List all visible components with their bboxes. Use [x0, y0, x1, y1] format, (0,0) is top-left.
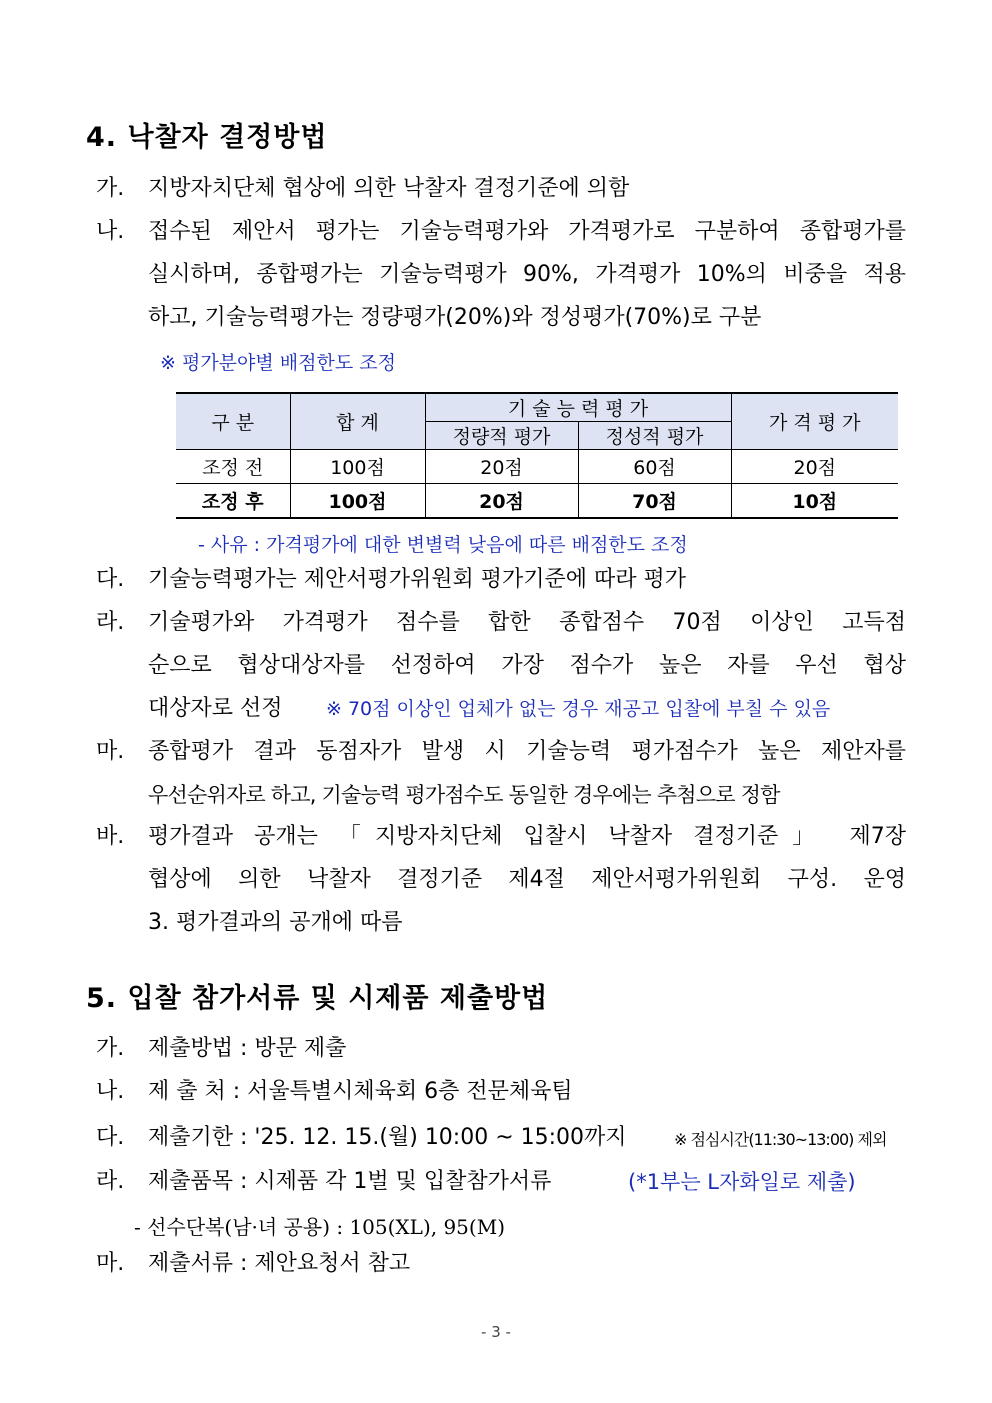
item-text: 제출방법 : 방문 제출: [148, 1036, 347, 1061]
item-text: 제 출 처 : 서울특별시체육회 6층 전문체육팀: [148, 1079, 573, 1104]
item-text: 종합평가 결과 동점자가 발생 시 기술능력 평가점수가 높은 제안자를: [148, 739, 906, 764]
header-quant: 정량적 평가: [425, 422, 578, 450]
item-text: 평가결과 공개는 「지방자치단체 입찰시 낙찰자 결정기준」 제7장: [148, 824, 906, 849]
section-4-heading: 4. 낙찰자 결정방법: [86, 122, 328, 153]
item-text: 실시하며, 종합평가는 기술능력평가 90%, 가격평가 10%의 비중을 적용: [148, 262, 906, 287]
header-price: 가 격 평 가: [731, 393, 898, 450]
table-row: [176, 450, 898, 484]
inline-note: (*1부는 L자화일로 제출): [628, 1170, 856, 1194]
cell: 100점: [290, 484, 425, 518]
cell: 조정 후: [176, 484, 290, 518]
cell: 10점: [731, 484, 898, 518]
cell: 조정 전: [176, 450, 290, 484]
item-text: 기술평가와 가격평가 점수를 합한 종합점수 70점 이상인 고득점: [148, 610, 906, 635]
sub-item: - 선수단복(남·녀 공용) : 105(XL), 95(M): [134, 1215, 505, 1239]
section-5-heading: 5. 입찰 참가서류 및 시제품 제출방법: [86, 983, 549, 1014]
item-text: 협상에 의한 낙찰자 결정기준 제4절 제안서평가위원회 구성. 운영: [148, 867, 906, 892]
header-total: 합 계: [290, 393, 425, 450]
item-mark: 마.: [96, 739, 125, 764]
item-mark: 라.: [96, 610, 125, 635]
item-mark: 바.: [96, 824, 125, 849]
item-mark: 다.: [96, 567, 125, 592]
cell: 20점: [731, 450, 898, 484]
table-row: [176, 484, 898, 518]
inline-note: ※ 점심시간(11:30~13:00) 제외: [674, 1130, 887, 1149]
item-mark: 마.: [96, 1251, 125, 1276]
item-mark: 다.: [96, 1125, 125, 1150]
item-text: 대상자로 선정: [148, 696, 283, 721]
item-text: 제출기한 : '25. 12. 15.(월) 10:00 ~ 15:00까지: [148, 1125, 627, 1150]
reason-note: - 사유 : 가격평가에 대한 변별력 낮음에 따른 배점한도 조정: [198, 534, 688, 556]
item-text: 제출품목 : 시제품 각 1벌 및 입찰참가서류: [148, 1169, 552, 1194]
cell: 100점: [290, 450, 425, 484]
page-number: - 3 -: [481, 1323, 511, 1341]
score-table: [176, 392, 898, 519]
item-text: 접수된 제안서 평가는 기술능력평가와 가격평가로 구분하여 종합평가를: [148, 219, 906, 244]
item-text: 순으로 협상대상자를 선정하여 가장 점수가 높은 자를 우선 협상: [148, 653, 906, 678]
cell: 20점: [425, 484, 578, 518]
header-tech: 기 술 능 력 평 가: [425, 393, 731, 422]
item-mark: 나.: [96, 219, 125, 244]
item-mark: 가.: [96, 1036, 125, 1061]
item-text: 지방자치단체 협상에 의한 낙찰자 결정기준에 의함: [148, 176, 630, 201]
item-mark: 라.: [96, 1169, 125, 1194]
header-qual: 정성적 평가: [578, 422, 731, 450]
item-text: 기술능력평가는 제안서평가위원회 평가기준에 따라 평가: [148, 567, 687, 592]
item-text: 하고, 기술능력평가는 정량평가(20%)와 정성평가(70%)로 구분: [148, 305, 762, 330]
cell: 60점: [578, 450, 731, 484]
item-mark: 나.: [96, 1079, 125, 1104]
cell: 70점: [578, 484, 731, 518]
item-text: 제출서류 : 제안요청서 참고: [148, 1251, 411, 1276]
cell: 20점: [425, 450, 578, 484]
item-text: 우선순위자로 하고, 기술능력 평가점수도 동일한 경우에는 추첨으로 정함: [148, 783, 780, 807]
inline-note: ※ 70점 이상인 업체가 없는 경우 재공고 입찰에 부칠 수 있음: [326, 698, 831, 720]
item-text: 3. 평가결과의 공개에 따름: [148, 910, 403, 935]
header-category: 구 분: [176, 393, 290, 450]
table-note: ※ 평가분야별 배점한도 조정: [160, 352, 396, 374]
item-mark: 가.: [96, 176, 125, 201]
